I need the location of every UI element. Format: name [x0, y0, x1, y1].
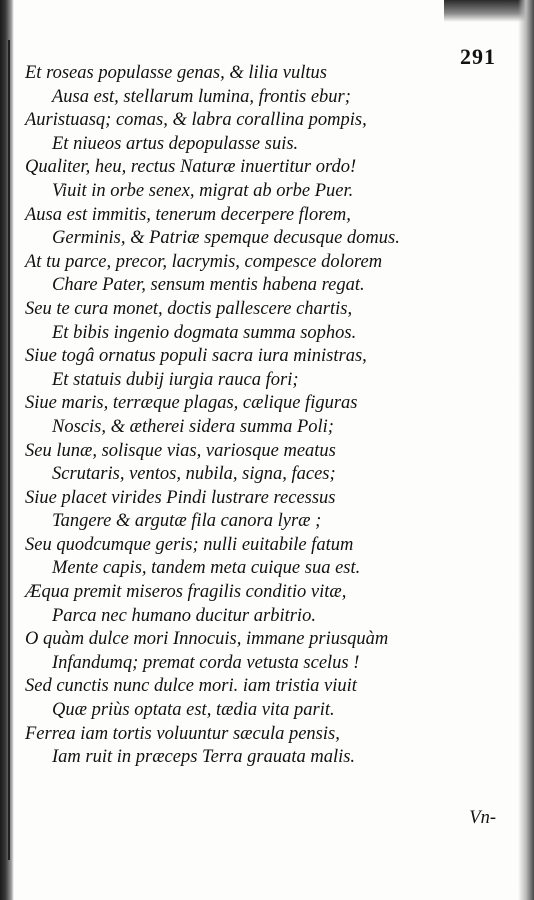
page-gutter-shadow: [0, 0, 14, 900]
verse-line: Æqua premit miseros fragilis conditio vitæ,: [25, 582, 347, 603]
verse-line: Ausa est immitis, tenerum decerpere florem,: [25, 204, 351, 225]
verse-line: Mente capis, tandem meta cuique sua est.: [52, 558, 361, 579]
right-edge-shadow: [518, 0, 534, 900]
verse-line: Tangere & argutæ fila canora lyræ ;: [52, 511, 322, 532]
verse-line: Seu lunæ, solisque vias, variosque meatus: [25, 440, 336, 461]
verse-line: Parca nec humano ducitur arbitrio.: [52, 605, 316, 626]
verse-line: Seu quodcumque geris; nulli euitabile fatum: [25, 534, 354, 555]
verse-line: Et bibis ingenio dogmata summa sophos.: [52, 322, 357, 343]
verse-line: Germinis, & Patriæ spemque decusque domus.: [52, 228, 400, 249]
verse-line: Et niueos artus depopulasse suis.: [52, 133, 299, 154]
verse-line: Et statuis dubij iurgia rauca fori;: [52, 369, 299, 390]
verse-line: O quàm dulce mori Innocuis, immane priusquàm: [25, 629, 389, 650]
verse-line: Ausa est, stellarum lumina, frontis ebur;: [52, 86, 351, 107]
verse-line: Et roseas populasse genas, & lilia vultus: [25, 63, 327, 83]
poem-text: [25, 62, 485, 770]
catchword: Vn-: [469, 808, 496, 828]
verse-line: Iam ruit in præceps Terra grauata malis.: [52, 747, 356, 768]
verse-line: Auristuasq; comas, & labra corallina pompis,: [25, 110, 367, 131]
verse-line: At tu parce, precor, lacrymis, compesce dolorem: [25, 251, 383, 272]
verse-line: Siue placet virides Pindi lustrare recessus: [25, 487, 336, 508]
verse-line: Chare Pater, sensum mentis habena regat.: [52, 275, 365, 296]
verse-line: Seu te cura monet, doctis pallescere chartis,: [25, 298, 353, 319]
verse-line: Ferrea iam tortis voluuntur sæcula pensis,: [25, 723, 340, 744]
verse-line: Quæ priùs optata est, tædia vita parit.: [52, 700, 335, 721]
verse-line: Infandumq; premat corda vetusta scelus !: [52, 652, 360, 673]
page-number: 291: [460, 44, 496, 69]
verse-line: Sed cunctis nunc dulce mori. iam tristia viuit: [25, 676, 357, 697]
verse-line: Qualiter, heu, rectus Naturæ inuertitur ordo!: [25, 157, 357, 178]
verse-line: Siue maris, terræque plagas, cælique figuras: [25, 393, 358, 414]
verse-line: Siue togâ ornatus populi sacra iura ministras,: [25, 346, 367, 367]
verse-line: Noscis, & ætherei sidera summa Poli;: [52, 416, 334, 437]
verse-line: Viuit in orbe senex, migrat ab orbe Puer.: [52, 180, 354, 201]
gutter-edge-line: [8, 40, 10, 860]
verse-line: Scrutaris, ventos, nubila, signa, faces;: [52, 464, 336, 485]
